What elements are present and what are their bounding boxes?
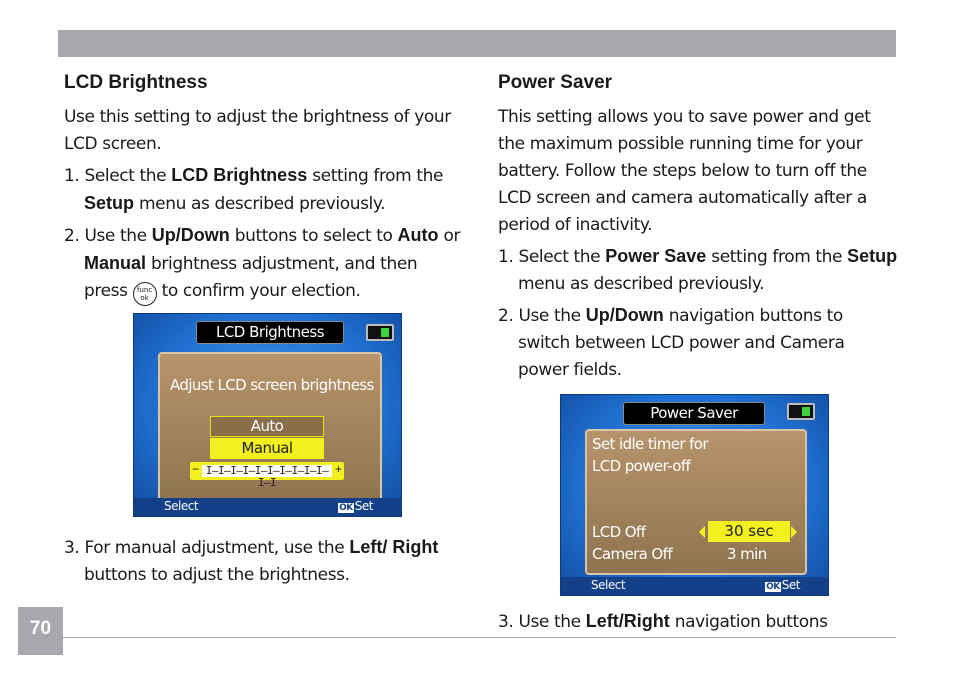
page-number: 70 [18,607,63,655]
right-arrow-icon[interactable] [791,526,797,538]
ok-key-icon: OK [766,582,780,592]
prompt-text: Adjust LCD screen brightness [170,376,374,394]
battery-icon [366,324,394,341]
step-1: 1. Select the Power Save setting from the Setup menu as described previously. [498,246,898,294]
footer-select: Select [591,578,626,592]
slider-track: I–I–I–I–I–I–I–I–I–I–I–I [202,465,332,477]
screen-title: LCD Brightness [196,321,344,344]
footer-select: Select [164,499,199,513]
battery-icon [787,403,815,420]
screen-footer [561,577,828,595]
step-3: 3. Use the Left/Right navigation buttons [498,611,828,632]
option-auto[interactable]: Auto [210,416,324,437]
section-heading: LCD Brightness [64,72,208,93]
step-3-container [498,604,898,636]
power-saver-section [498,72,898,384]
ok-key-icon: OK [339,503,353,513]
power-saver-screen [560,394,829,596]
footer-set: OK Set [339,499,373,513]
step-3-container [64,530,464,589]
prompt-line-2: LCD power-off [592,457,691,475]
intro-text: Use this setting to adjust the brightness of your LCD screen. [64,107,451,154]
intro-text: This setting allows you to save power and get the maximum possible running time for your battery. Follow the steps below to turn off the LCD screen and camera automatically after a period of inactivity. [498,107,871,235]
camera-off-value[interactable]: 3 min [727,545,767,563]
step-2: 2. Use the Up/Down navigation buttons to switch between LCD power and Camera power fields. [498,305,845,380]
screen-title: Power Saver [623,402,765,425]
slider-minus: − [192,462,200,476]
lcd-off-value[interactable]: 30 sec [708,521,790,542]
func-ok-button-icon: func ok [133,282,157,306]
slider-plus: + [334,462,342,476]
section-heading: Power Saver [498,72,613,93]
step-2: 2. Use the Up/Down buttons to select to Auto or Manual brightness adjustment, and then press func ok to confirm your election. [64,222,464,306]
footer-set: OK Set [766,578,800,592]
lcd-brightness-screen [133,313,402,517]
step-3: 3. For manual adjustment, use the Left/ Right buttons to adjust the brightness. [64,537,439,585]
camera-off-label: Camera Off [592,545,673,563]
lcd-brightness-section [64,72,464,306]
lcd-off-label: LCD Off [592,523,646,541]
footer-rule [63,637,896,638]
prompt-line-1: Set idle timer for [592,435,708,453]
screen-footer [134,498,401,516]
header-bar [58,30,896,57]
left-arrow-icon[interactable] [699,526,705,538]
option-manual[interactable]: Manual [210,438,324,459]
step-1: 1. Select the LCD Brightness setting from the Setup menu as described previously. [64,165,444,214]
brightness-slider[interactable] [190,462,344,489]
